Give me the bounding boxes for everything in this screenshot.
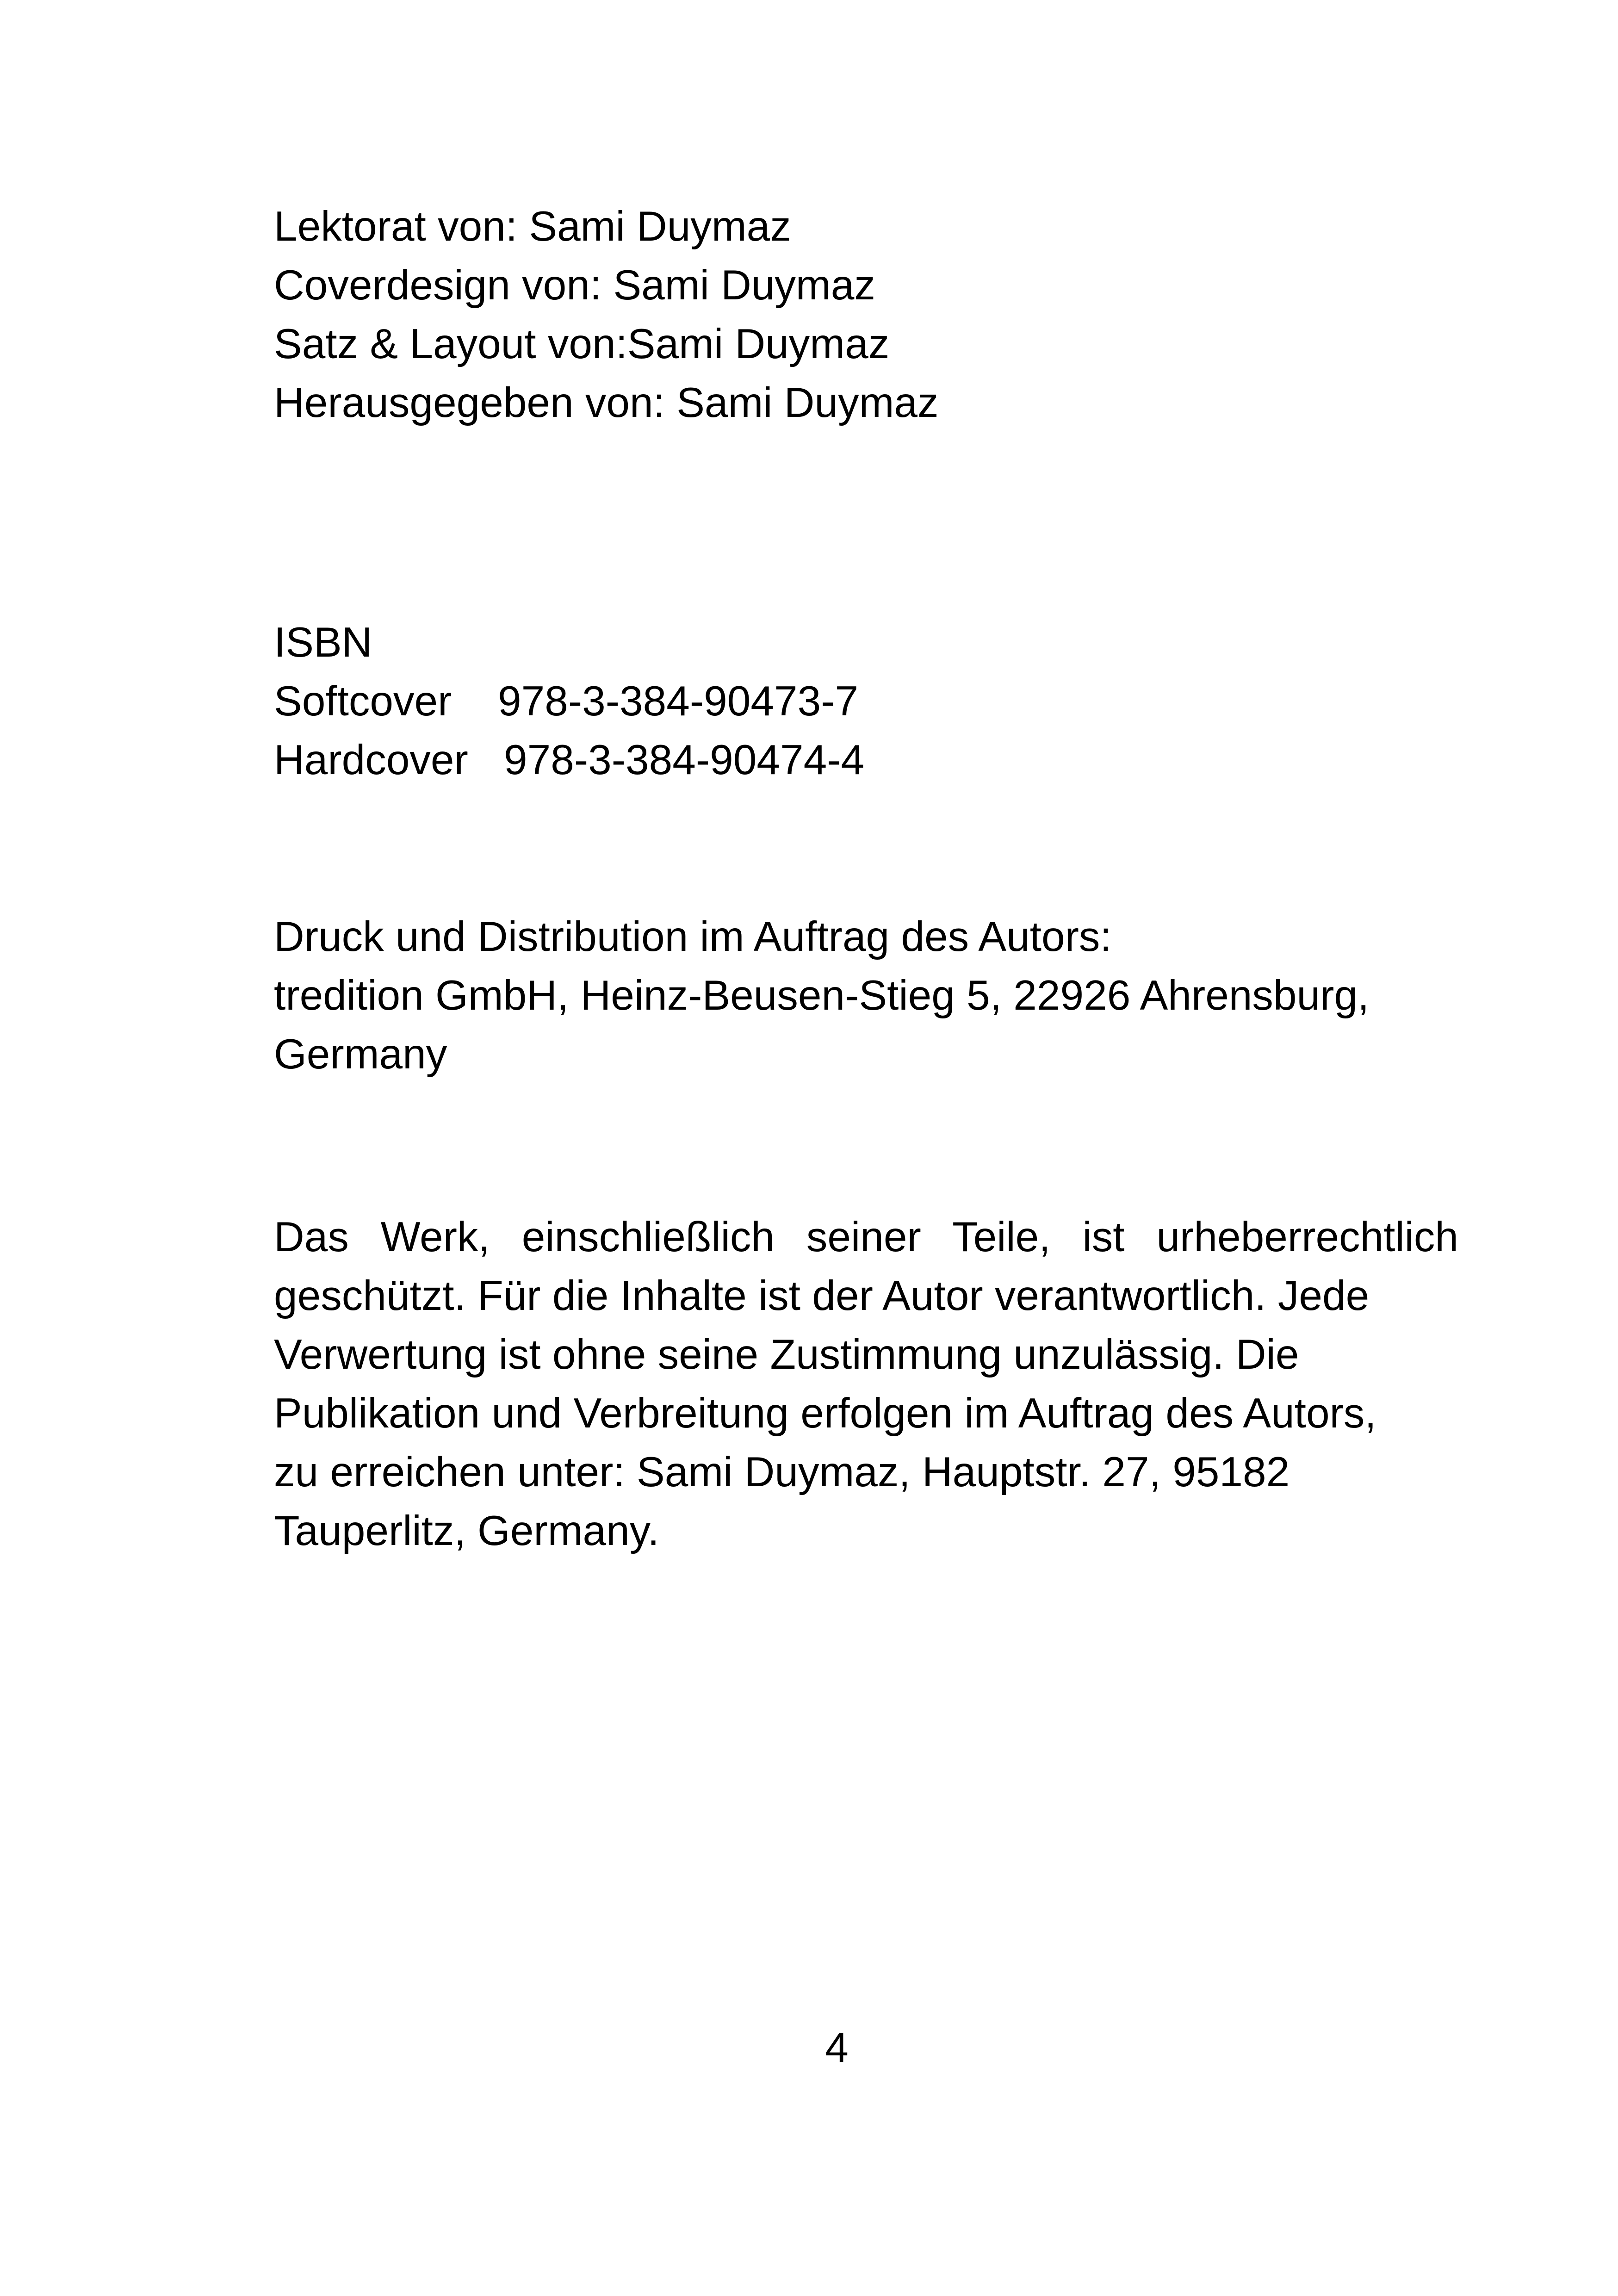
page-number: 4 — [825, 2024, 849, 2071]
legal-line-4: Publikation und Verbreitung erfolgen im Auftrag des Autors, — [274, 1390, 1376, 1437]
isbn-section — [274, 613, 1458, 789]
credits-section — [274, 197, 1458, 432]
print-line-3: Germany — [274, 1031, 447, 1078]
hardcover-label: Hardcover — [274, 737, 468, 783]
legal-line-1: Das Werk, einschließlich seiner Teile, ist urheberrechtlich — [274, 1214, 1458, 1260]
hardcover-isbn-row — [274, 731, 1458, 789]
softcover-isbn-row — [274, 672, 1458, 731]
legal-line-6: Tauperlitz, Germany. — [274, 1508, 659, 1554]
print-line-1: Druck und Distribution im Auftrag des Autors: — [274, 913, 1112, 960]
softcover-isbn-number: 978-3-384-90473-7 — [498, 678, 859, 725]
legal-line-5: zu erreichen unter: Sami Duymaz, Hauptstr. 27, 95182 — [274, 1449, 1290, 1496]
hardcover-isbn-number: 978-3-384-90474-4 — [504, 737, 865, 783]
legal-line-3: Verwertung ist ohne seine Zustimmung unzulässig. Die — [274, 1331, 1299, 1378]
print-distribution-section — [274, 907, 1458, 1084]
publisher-credit: Herausgegeben von: Sami Duymaz — [274, 379, 939, 426]
softcover-label: Softcover — [274, 678, 452, 725]
isbn-heading: ISBN — [274, 619, 372, 666]
print-line-2: tredition GmbH, Heinz-Beusen-Stieg 5, 22926 Ahrensburg, — [274, 972, 1370, 1019]
typesetting-credit: Satz & Layout von:Sami Duymaz — [274, 321, 890, 367]
cover-design-credit: Coverdesign von: Sami Duymaz — [274, 262, 875, 309]
legal-line-2: geschützt. Für die Inhalte ist der Autor verantwortlich. Jede — [274, 1272, 1370, 1319]
editing-credit: Lektorat von: Sami Duymaz — [274, 203, 791, 250]
copyright-notice — [274, 1208, 1458, 1560]
